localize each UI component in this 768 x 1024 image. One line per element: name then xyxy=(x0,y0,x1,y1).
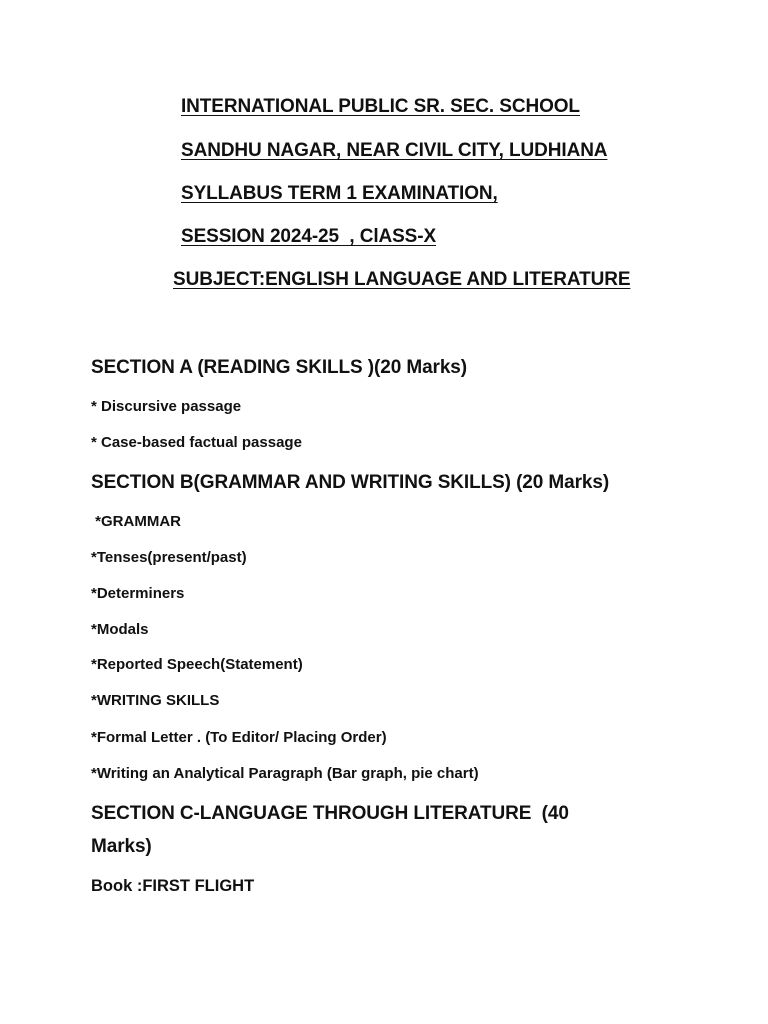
section-b-item-3: *Determiners xyxy=(91,585,185,602)
exam-title: SYLLABUS TERM 1 EXAMINATION, xyxy=(181,183,498,204)
subject-title: SUBJECT:ENGLISH LANGUAGE AND LITERATURE xyxy=(173,269,631,290)
section-b-item-7: *Formal Letter . (To Editor/ Placing Order) xyxy=(91,729,387,746)
section-a-title: SECTION A (READING SKILLS )(20 Marks) xyxy=(91,357,467,378)
section-b-item-8: *Writing an Analytical Paragraph (Bar graph, pie chart) xyxy=(91,765,479,782)
section-b-title: SECTION B(GRAMMAR AND WRITING SKILLS) (20 Marks) xyxy=(91,472,610,493)
section-c-title: SECTION C-LANGUAGE THROUGH LITERATURE (40 Marks) xyxy=(91,803,575,857)
section-b-item-4: *Modals xyxy=(91,621,149,638)
section-b-item-6: *WRITING SKILLS xyxy=(91,692,220,709)
session-class: SESSION 2024-25 , ClASS-X xyxy=(181,226,437,247)
section-a-item-2: * Case-based factual passage xyxy=(91,434,302,451)
school-name: INTERNATIONAL PUBLIC SR. SEC. SCHOOL xyxy=(181,96,580,117)
section-c-book: Book :FIRST FLIGHT xyxy=(91,877,255,895)
section-a-item-1: * Discursive passage xyxy=(91,398,242,415)
section-b-item-1: *GRAMMAR xyxy=(91,513,181,530)
school-address: SANDHU NAGAR, NEAR CIVIL CITY, LUDHIANA xyxy=(181,140,608,161)
section-b-item-5: *Reported Speech(Statement) xyxy=(91,656,303,673)
section-b-item-2: *Tenses(present/past) xyxy=(91,549,247,566)
